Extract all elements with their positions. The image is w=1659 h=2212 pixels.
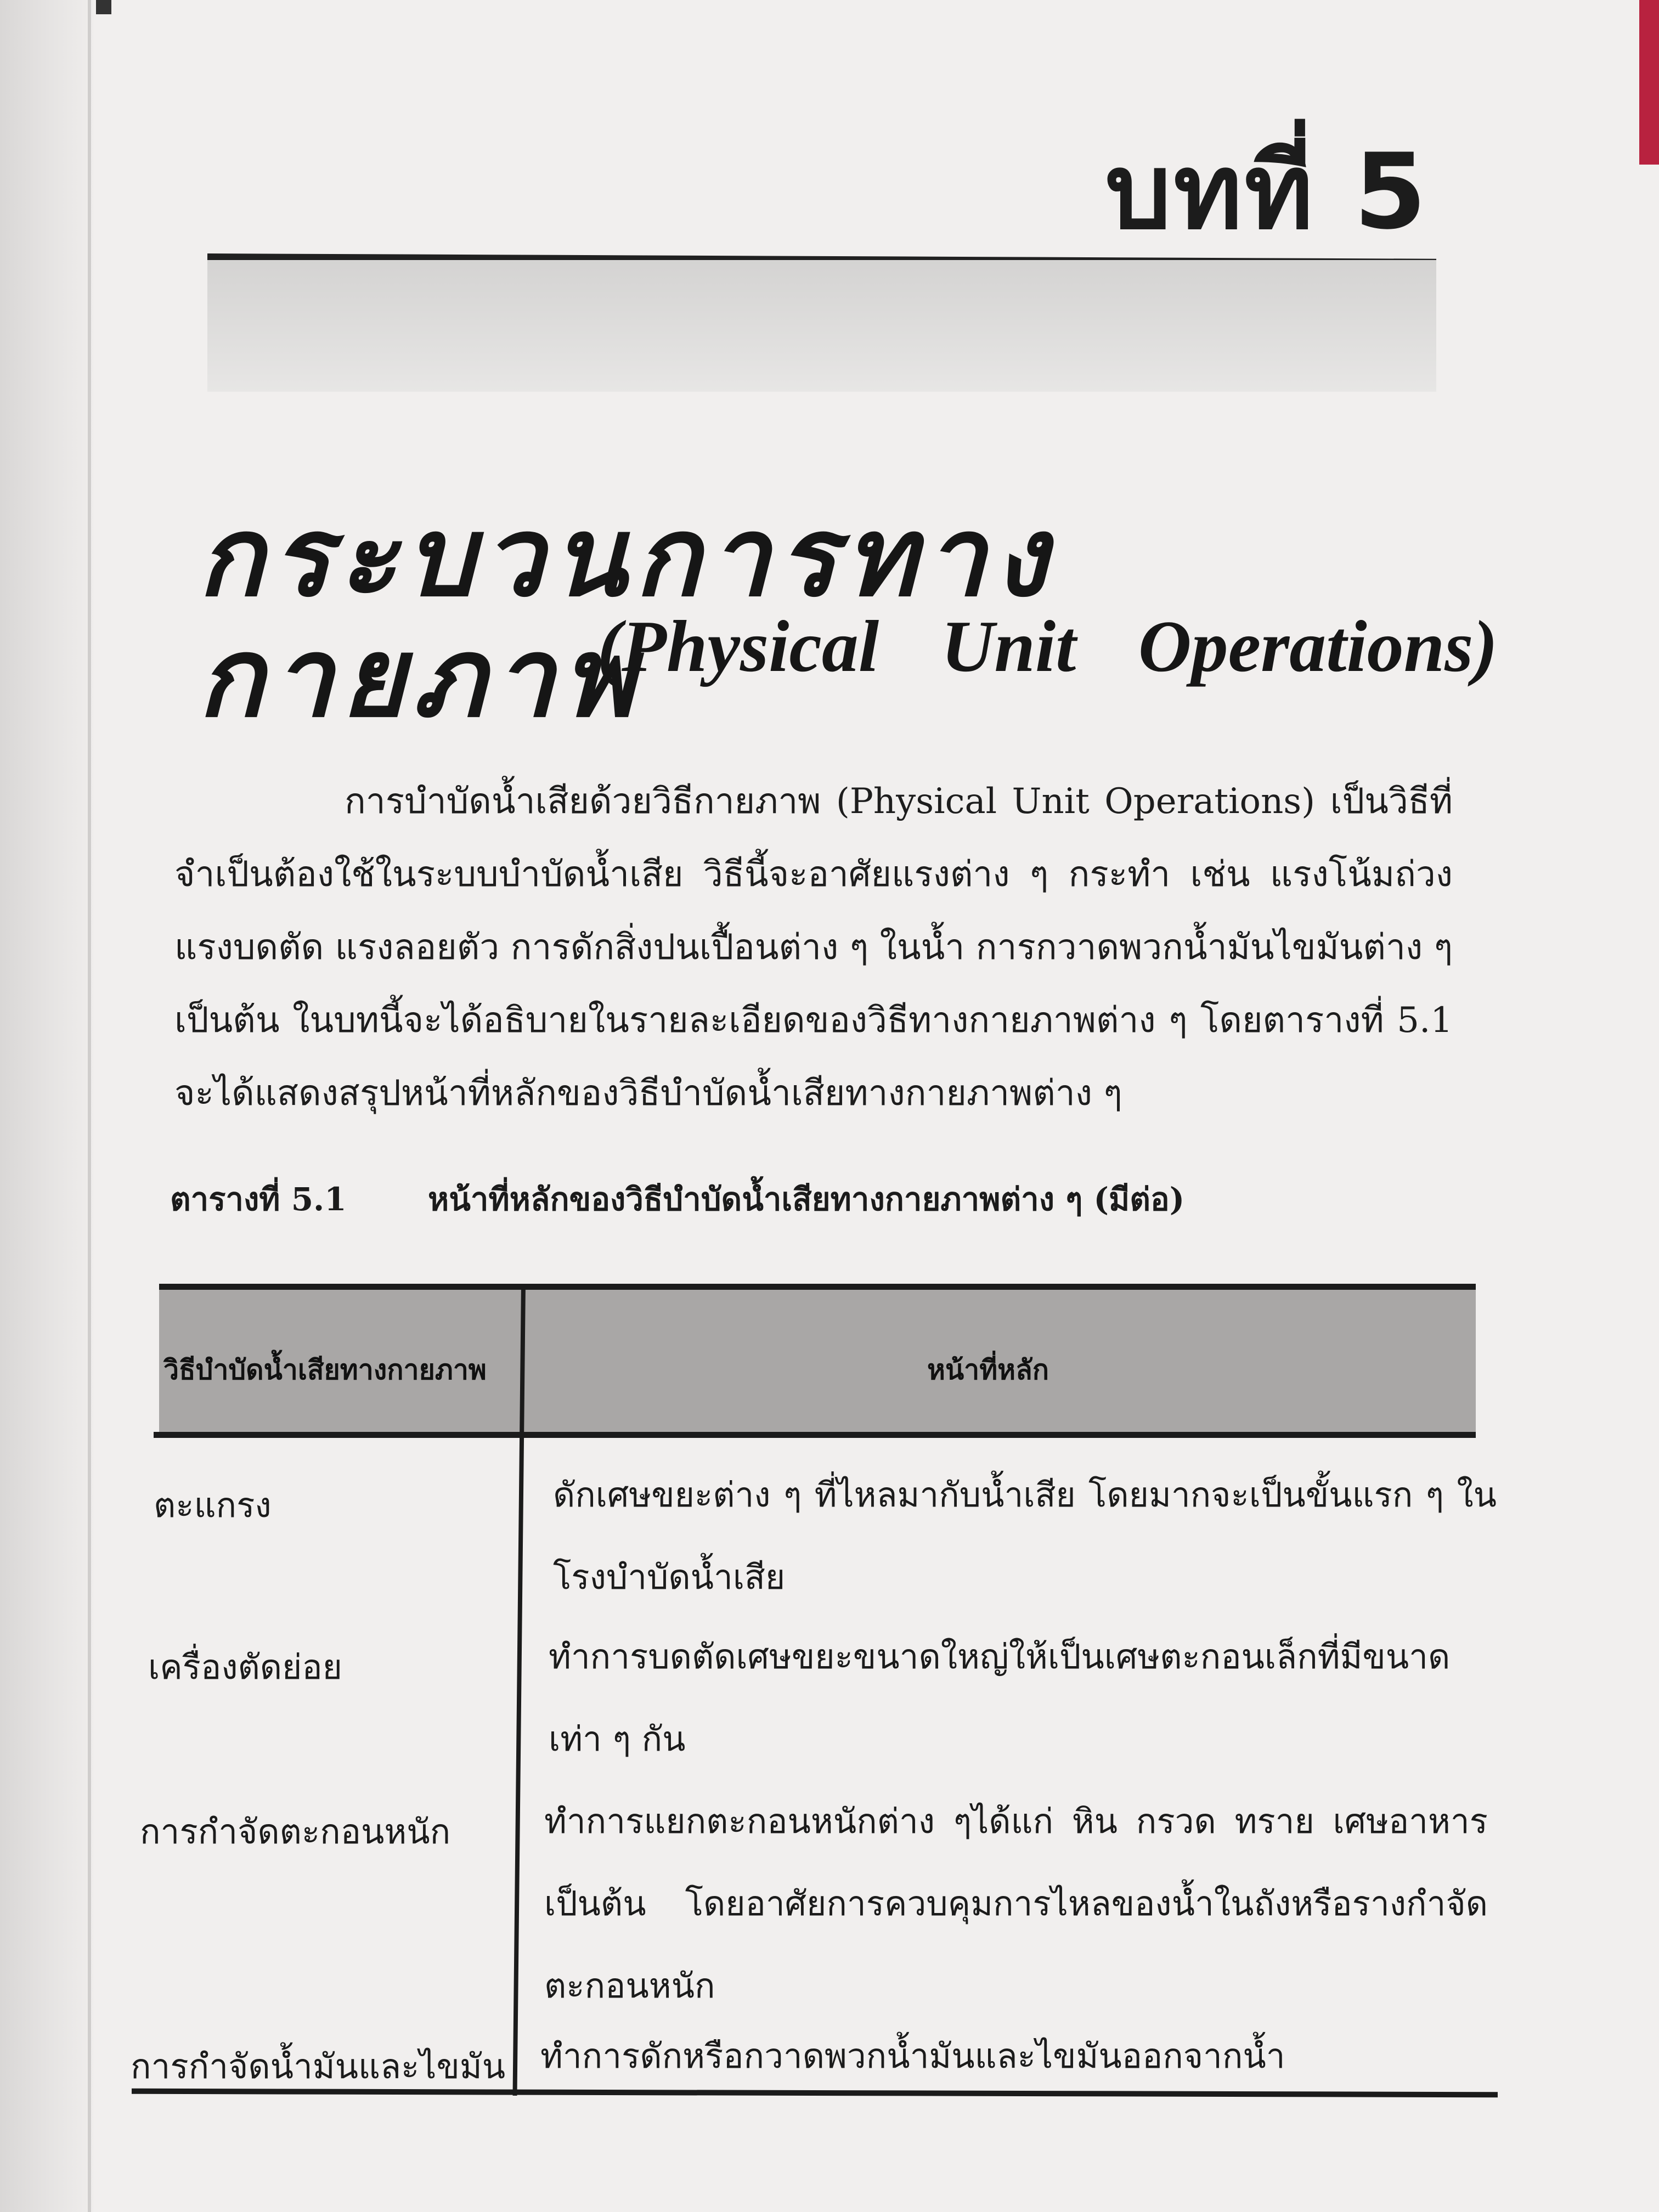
chapter-title-english: (Physical Unit Operations) xyxy=(597,606,1498,687)
book-cover-edge xyxy=(1639,0,1659,165)
table-header-rule xyxy=(154,1432,1476,1438)
page-corner xyxy=(96,0,111,14)
table-row-function: ดักเศษขยะต่าง ๆ ที่ไหลมากับน้ำเสีย โดยมากจะเป็นขั้นแรก ๆ ในโรงบำบัดน้ำเสีย xyxy=(553,1475,1497,1597)
intro-paragraph: การบำบัดน้ำเสียด้วยวิธีกายภาพ (Physical Unit Operations) เป็นวิธีที่จำเป็นต้องใช้ในระบบบำบัดน้ำเสีย วิธีนี้จะอาศัยแรงต่าง ๆ กระทำ เช่น แรงโน้มถ่วง แรงบดตัด แรงลอยตัว การดักสิ่งปนเปื้อนต่าง ๆ ในน้ำ การกวาดพวกน้ำมันไขมันต่าง ๆ เป็นต้น ในบทนี้จะได้อธิบายในรายละเอียดของวิธีทางกายภาพต่าง ๆ โดยตารางที่ 5.1 จะได้แสดงสรุปหน้าที่หลักของวิธีบำบัดน้ำเสียทางกายภาพต่าง ๆ xyxy=(174,781,1453,1114)
table-row-method: การกำจัดตะกอนหนัก xyxy=(140,1812,451,1852)
table-caption xyxy=(170,1181,1487,1219)
binding-edge xyxy=(88,0,91,2212)
table-row-method: ตะแกรง xyxy=(154,1485,272,1525)
table-row-method: เครื่องตัดย่อย xyxy=(148,1647,342,1687)
chapter-header-band xyxy=(207,260,1436,392)
table-caption-number: ตารางที่ 5.1 xyxy=(170,1181,347,1218)
table-row-method: การกำจัดน้ำมันและไขมัน xyxy=(131,2046,506,2086)
table-row-function: ทำการดักหรือกวาดพวกน้ำมันและไขมันออกจากน้ำ xyxy=(540,2036,1285,2076)
table-caption-text: หน้าที่หลักของวิธีบำบัดน้ำเสียทางกายภาพต่าง ๆ (มีต่อ) xyxy=(428,1181,1185,1218)
chapter-title-thai: กระบวนการทางกายภาพ xyxy=(198,492,1055,742)
table-row-function: ทำการแยกตะกอนหนักต่าง ๆได้แก่ หิน กรวด ทราย เศษอาหาร เป็นต้น โดยอาศัยการควบคุมการไหลของน้ำในถังหรือรางกำจัดตะกอนหนัก xyxy=(544,1801,1488,2006)
table-row-function: ทำการบดตัดเศษขยะขนาดใหญ่ให้เป็นเศษตะกอนเล็กที่มีขนาดเท่า ๆ กัน xyxy=(549,1637,1451,1759)
functions-table xyxy=(131,1284,1497,2107)
table-top-rule xyxy=(159,1284,1476,1290)
table-header-method: วิธีบำบัดน้ำเสียทางกายภาพ xyxy=(163,1354,487,1386)
chapter-number: บทที่ 5 xyxy=(1105,131,1429,252)
page-gutter-shadow xyxy=(0,0,93,2212)
table-header-function: หน้าที่หลัก xyxy=(927,1354,1049,1386)
